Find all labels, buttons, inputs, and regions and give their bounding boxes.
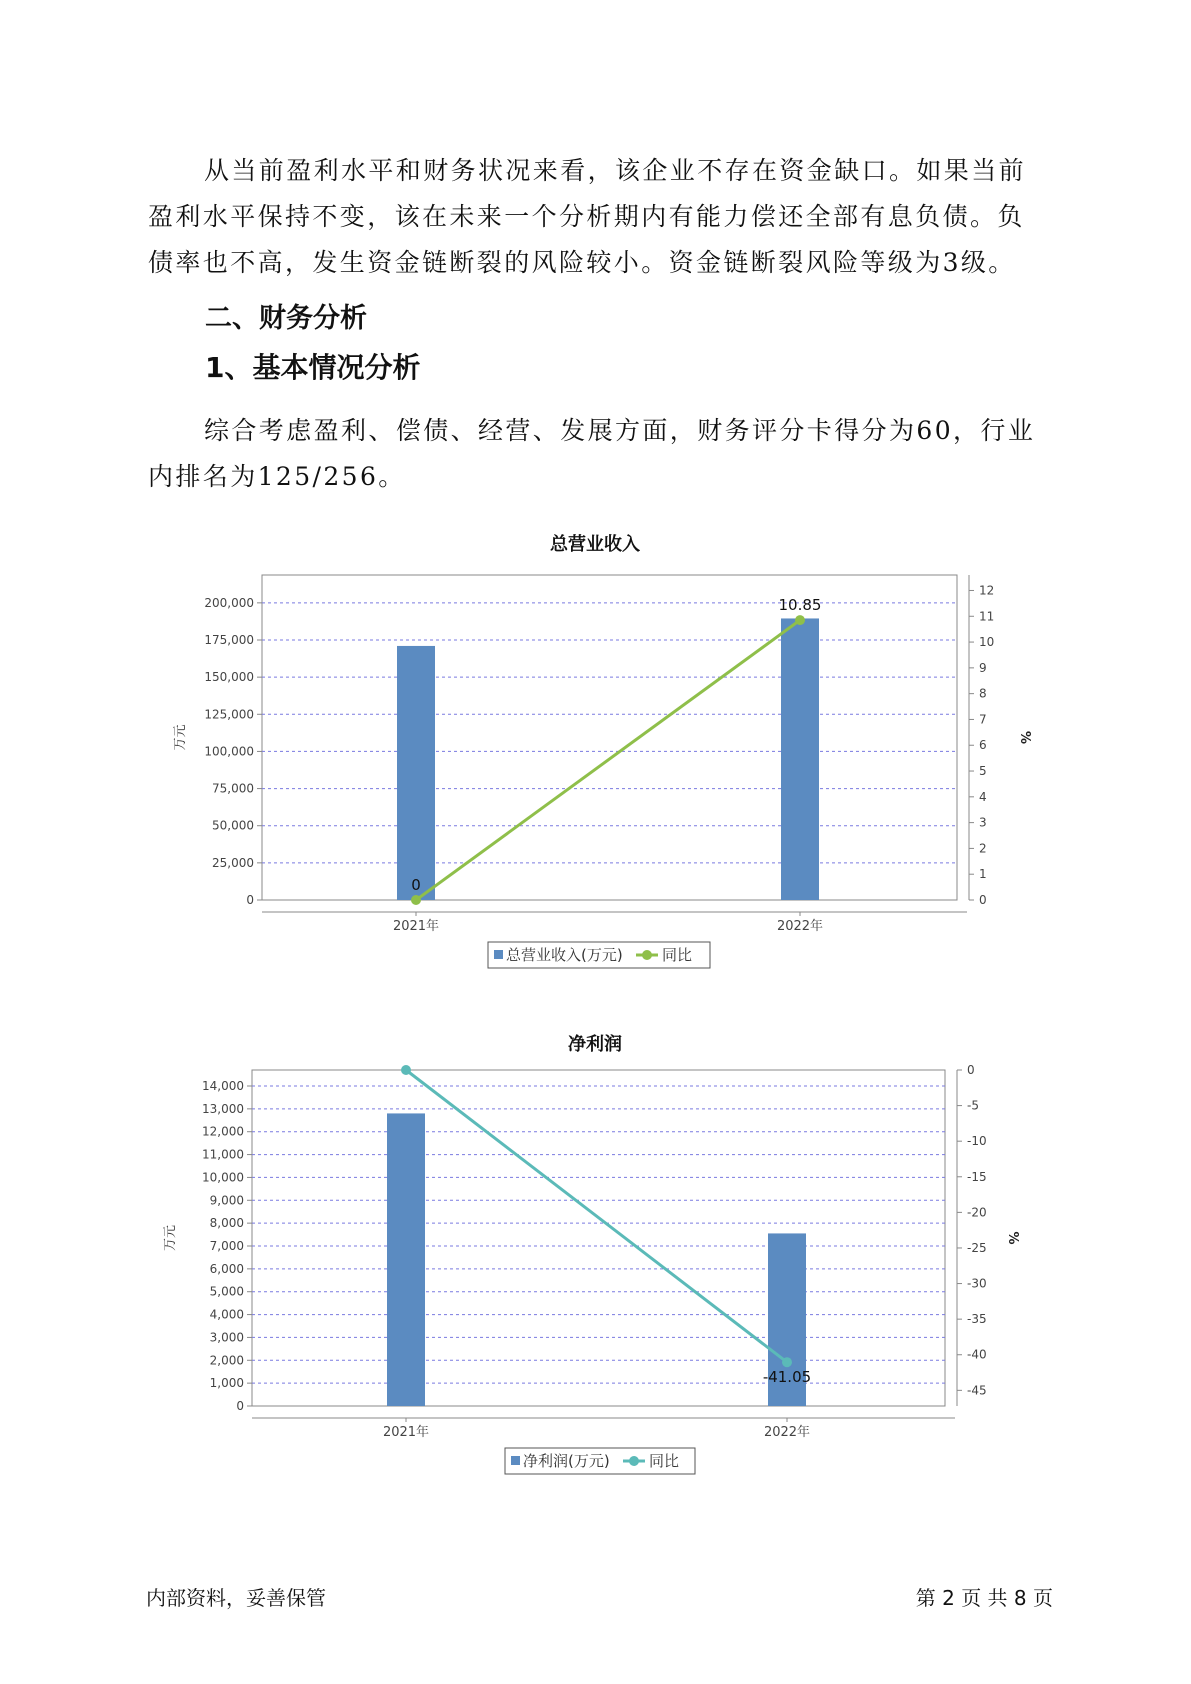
revenue-y2-tick-label: 0 (979, 893, 987, 907)
revenue-yoy-point (795, 615, 805, 625)
net-profit-y-tick-label: 7,000 (209, 1239, 244, 1253)
net-profit-y-tick-label: 3,000 (209, 1330, 244, 1345)
revenue-y2-axis-title: % (1017, 730, 1032, 745)
revenue-chart (0, 560, 1191, 1030)
chart-title-net-profit: 净利润 (568, 1034, 622, 1055)
revenue-y2-tick-label: 3 (979, 815, 987, 830)
net-profit-y-tick-label: 9,000 (209, 1193, 244, 1208)
net-profit-plot-area (252, 1070, 945, 1406)
revenue-y2-tick-label: 8 (979, 686, 987, 701)
net-profit-y-axis-title: 万元 (163, 1224, 178, 1252)
paragraph-scorecard: 综合考虑盈利、偿债、经营、发展方面，财务评分卡得分为60，行业内排名为125/256。 (148, 416, 1036, 491)
net-profit-legend-bar-swatch (511, 1456, 520, 1465)
footer-confidential-note: 内部资料，妥善保管 (146, 1586, 326, 1610)
revenue-y2-tick-label: 7 (979, 712, 987, 727)
revenue-y-tick-label: 125,000 (204, 707, 254, 722)
chart-title-revenue: 总营业收入 (550, 534, 640, 555)
revenue-legend-bar-swatch (494, 950, 503, 959)
subsection-heading-basic-analysis: 1、基本情况分析 (205, 351, 421, 384)
net-profit-y-tick-label: 2,000 (209, 1353, 244, 1368)
revenue-x-tick-label: 2021年 (392, 919, 440, 934)
revenue-y2-tick-label: 6 (979, 738, 987, 753)
net-profit-y2-tick-label: -45 (967, 1383, 987, 1398)
net-profit-y2-tick-label: -35 (967, 1312, 987, 1327)
net-profit-y-tick-label: 8,000 (209, 1216, 244, 1231)
net-profit-bar (387, 1113, 425, 1406)
revenue-x-tick-label: 2022年 (776, 919, 824, 934)
paragraph-risk-summary: 从当前盈利水平和财务状况来看，该企业不存在资金缺口。如果当前盈利水平保持不变，该在未来一个分析期内有能力偿还全部有息负债。负债率也不高，发生资金链断裂的风险较小。资金链断裂风险等级为3级。 (148, 156, 1027, 277)
revenue-legend-line-label: 同比 (662, 946, 693, 964)
revenue-data-label: 0 (411, 876, 421, 894)
revenue-y-tick-label: 75,000 (212, 781, 254, 796)
net-profit-y2-tick-label: -30 (967, 1276, 987, 1291)
net-profit-y-tick-label: 12,000 (202, 1124, 244, 1139)
net-profit-y-tick-label: 6,000 (209, 1261, 244, 1276)
net-profit-legend-line-label: 同比 (649, 1452, 680, 1470)
net-profit-y2-tick-label: -15 (967, 1169, 987, 1184)
net-profit-legend-line-marker (629, 1456, 639, 1466)
revenue-y-axis-title: 万元 (173, 724, 188, 751)
revenue-y2-tick-label: 2 (979, 841, 987, 856)
revenue-y2-tick-label: 5 (979, 764, 987, 779)
revenue-y-tick-label: 175,000 (204, 633, 254, 647)
net-profit-y2-tick-label: -20 (967, 1205, 987, 1220)
revenue-y-tick-label: 25,000 (212, 855, 254, 870)
net-profit-x-tick-label: 2021年 (382, 1425, 430, 1440)
net-profit-y-tick-label: 5,000 (209, 1284, 244, 1299)
net-profit-y-tick-label: 4,000 (209, 1307, 244, 1322)
revenue-y-tick-label: 0 (246, 893, 254, 907)
net-profit-y-tick-label: 1,000 (209, 1376, 244, 1391)
revenue-legend-bar-label: 总营业收入(万元) (506, 946, 623, 964)
revenue-bar (781, 618, 819, 900)
revenue-yoy-point (411, 895, 421, 905)
net-profit-yoy-point (782, 1357, 792, 1367)
net-profit-yoy-point (401, 1065, 411, 1075)
section-heading-financial-analysis: 二、财务分析 (205, 303, 367, 334)
revenue-y2-tick-label: 1 (979, 867, 987, 882)
net-profit-y2-tick-label: -40 (967, 1347, 987, 1362)
revenue-y2-tick-label: 9 (979, 660, 987, 675)
revenue-y-tick-label: 50,000 (212, 818, 254, 833)
net-profit-x-tick-label: 2022年 (763, 1425, 811, 1440)
net-profit-y2-tick-label: -25 (967, 1240, 987, 1255)
revenue-bar (397, 646, 435, 900)
revenue-y-tick-label: 100,000 (204, 744, 254, 759)
net-profit-legend-bar-label: 净利润(万元) (523, 1452, 610, 1470)
revenue-y2-tick-label: 4 (979, 789, 987, 804)
footer-page-number: 第 2 页 共 8 页 (915, 1586, 1053, 1610)
net-profit-y-tick-label: 11,000 (202, 1147, 244, 1162)
revenue-legend-line-marker (642, 950, 652, 960)
revenue-y-tick-label: 200,000 (204, 595, 254, 610)
net-profit-y-tick-label: 0 (236, 1399, 244, 1413)
net-profit-y-tick-label: 13,000 (202, 1101, 244, 1116)
net-profit-y2-tick-label: -5 (967, 1098, 979, 1113)
revenue-y-tick-label: 150,000 (204, 670, 254, 685)
revenue-y2-tick-label: 11 (979, 609, 995, 624)
revenue-y2-tick-label: 12 (979, 583, 995, 598)
net-profit-y2-tick-label: 0 (967, 1063, 975, 1077)
revenue-data-label: 10.85 (778, 596, 822, 615)
revenue-plot-area (262, 575, 957, 900)
revenue-y2-tick-label: 10 (979, 635, 995, 650)
net-profit-y2-axis-title: % (1005, 1231, 1020, 1245)
net-profit-chart (0, 1058, 1191, 1478)
net-profit-y-tick-label: 10,000 (202, 1170, 244, 1185)
net-profit-y-tick-label: 14,000 (202, 1079, 244, 1093)
net-profit-data-label: -41.05 (762, 1368, 812, 1387)
net-profit-y2-tick-label: -10 (967, 1134, 987, 1149)
